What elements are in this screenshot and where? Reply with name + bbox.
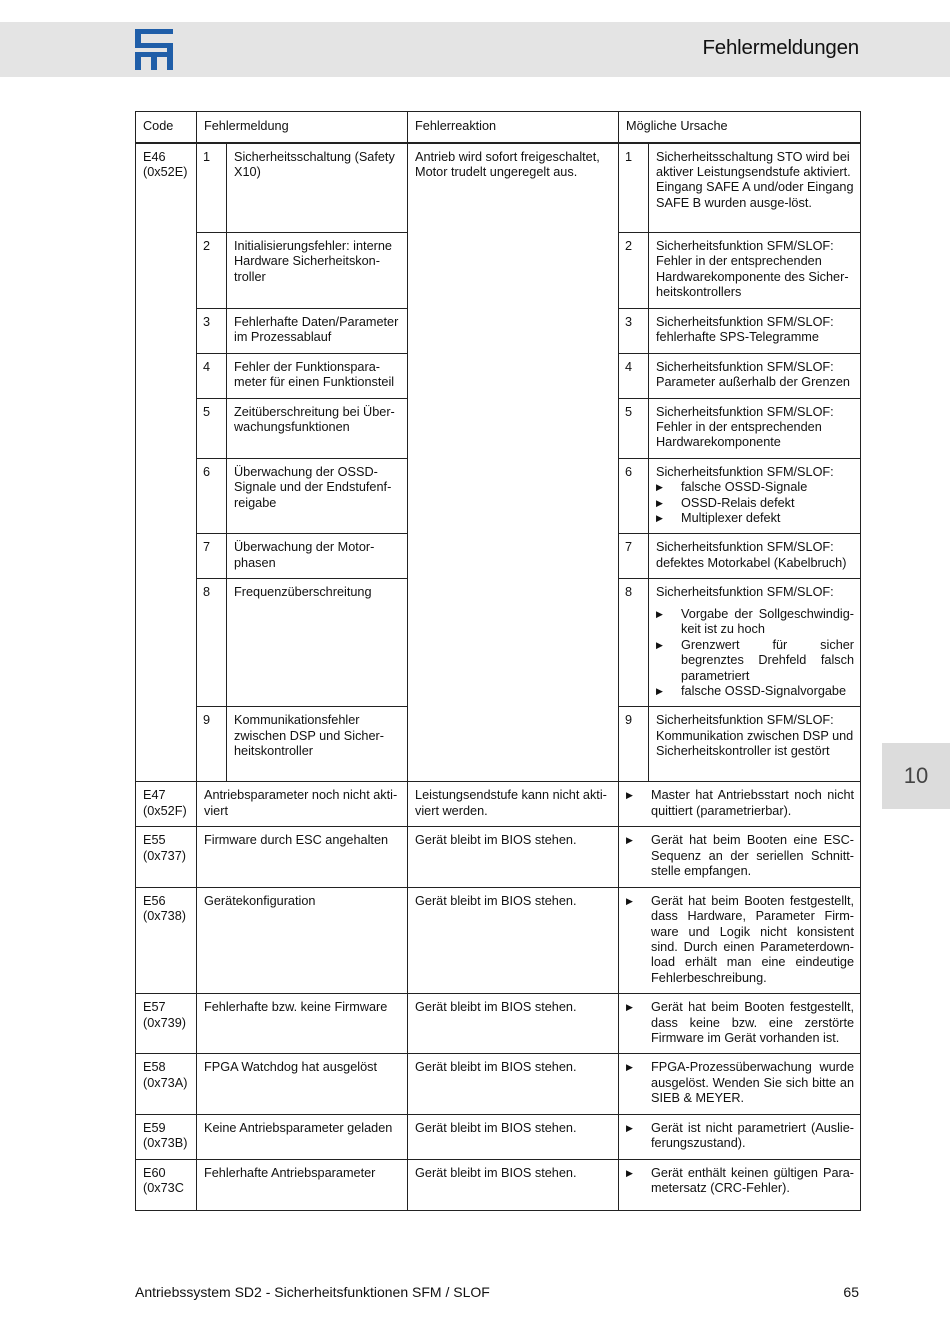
bullet-arrow-icon: ▶ [656,497,663,508]
table-row [136,994,861,1054]
error-reaction: Gerät bleibt im BIOS stehen. [408,1159,619,1210]
error-message: Frequenzüberschreitung [227,579,408,707]
cause-bullet [626,788,854,819]
bullet-arrow-icon: ▶ [626,835,633,846]
cause-number: 3 [619,308,649,353]
error-reaction: Gerät bleibt im BIOS stehen. [408,827,619,887]
error-message: Sicherheitsschaltung (Safety X10) [227,143,408,233]
bullet-text: Gerät hat beim Booten eine ESC-Sequenz an der seriellen Schnitt-stelle empfangen. [651,833,855,879]
cause-cell [619,782,861,827]
error-reaction: Leistungsendstufe kann nicht akti-viert werden. [408,782,619,827]
table-row [136,1054,861,1114]
cause-number: 2 [619,233,649,309]
cause-cell [619,1114,861,1159]
bullet-arrow-icon: ▶ [626,790,633,801]
cause-cell [619,827,861,887]
table-row [136,827,861,887]
bullet-arrow-icon: ▶ [656,639,663,650]
bullet-text: OSSD-Relais defekt [681,495,795,510]
error-code: E59 (0x73B) [136,1114,197,1159]
sub-number: 3 [197,308,227,353]
cause-bullet [656,607,854,638]
cause-cell [649,458,861,534]
cause-cell [649,579,861,707]
cause-number: 1 [619,143,649,233]
table-row [136,887,861,993]
cause-cell [619,1054,861,1114]
error-reaction: Gerät bleibt im BIOS stehen. [408,887,619,993]
bullet-arrow-icon: ▶ [656,482,663,493]
cause-bullet [656,496,854,511]
cause-bullet [626,1060,854,1106]
bullet-arrow-icon: ▶ [656,513,663,524]
error-message: Firmware durch ESC angehalten [197,827,408,887]
bullet-text: Vorgabe der Sollgeschwindig-keit ist zu hoch [681,606,855,637]
sieb-meyer-logo [135,29,173,70]
error-code: E57 (0x739) [136,994,197,1054]
error-message: Kommunikationsfehler zwischen DSP und Sicher-heitskontroller [227,707,408,782]
cause-cell [649,707,861,782]
cause-cell [649,233,861,309]
error-message: Zeitüberschreitung bei Über-wachungsfunktionen [227,398,408,458]
cause-cell [619,1159,861,1210]
error-message: Fehlerhafte Antriebsparameter [197,1159,408,1210]
footer-document-title: Antriebssystem SD2 - Sicherheitsfunktionen SFM / SLOF [135,1284,490,1300]
cause-text: Sicherheitsfunktion SFM/SLOF: Fehler in der entsprechenden Hardwarekomponente [656,404,834,450]
error-message: Überwachung der Motor-phasen [227,534,408,579]
cause-bullet [626,894,854,986]
cause-text: Sicherheitsfunktion SFM/SLOF: [656,585,834,600]
error-reaction: Antrieb wird sofort freigeschaltet, Motor trudelt ungeregelt aus. [408,143,619,782]
bullet-arrow-icon: ▶ [626,1062,633,1073]
sub-number: 5 [197,398,227,458]
sub-number: 6 [197,458,227,534]
cause-bullet [656,638,854,684]
cause-bullet [656,684,854,699]
cause-cell [649,398,861,458]
error-table [135,111,861,1211]
sub-number: 7 [197,534,227,579]
cause-number: 7 [619,534,649,579]
chapter-tab[interactable]: 10 [882,743,950,809]
bullet-arrow-icon: ▶ [656,685,663,696]
cause-cell [649,534,861,579]
cause-cell [649,143,861,233]
bullet-text: Grenzwert für sicher begrenztes Drehfeld falsch parametriert [681,637,855,683]
bullet-text: Gerät hat beim Booten festgestellt, dass keine bzw. eine zerstörte Firmware im Gerät vorhanden ist. [651,1000,855,1045]
error-message: Überwachung der OSSD-Signale und der Endstufenf-reigabe [227,458,408,534]
bullet-text: Multiplexer defekt [681,511,781,526]
cause-number: 6 [619,458,649,534]
cause-cell [619,994,861,1054]
error-code: E60 (0x73C [136,1159,197,1210]
cause-bullet [626,1121,854,1152]
error-code: E55 (0x737) [136,827,197,887]
error-message: Antriebsparameter noch nicht akti-viert [197,782,408,827]
cause-cell [649,353,861,398]
error-code: E46 (0x52E) [136,143,197,782]
table-row [136,1159,861,1210]
header-code: Code [136,112,197,143]
sub-number: 8 [197,579,227,707]
sub-number: 4 [197,353,227,398]
bullet-text: Gerät enthält keinen gültigen Para-metersatz (CRC-Fehler). [651,1165,855,1195]
cause-text: Sicherheitsfunktion SFM/SLOF: Kommunikation zwischen DSP und Sicherheitskontroller ist gestört [656,713,854,759]
cause-text: Sicherheitsfunktion SFM/SLOF: [656,464,834,479]
error-message: FPGA Watchdog hat ausgelöst [197,1054,408,1114]
cause-bullet [626,1000,854,1046]
error-message: Fehlerhafte Daten/Parameter im Prozessablauf [227,308,408,353]
cause-bullet [626,1166,854,1197]
table-row [136,782,861,827]
header-reaction: Fehlerreaktion [408,112,619,143]
bullet-text: falsche OSSD-Signalvorgabe [681,683,847,698]
cause-text: Sicherheitsfunktion SFM/SLOF: fehlerhafte SPS-Telegramme [656,314,834,345]
cause-number: 8 [619,579,649,707]
table-row [136,143,861,233]
table-row [136,1114,861,1159]
page-title: Fehlermeldungen [702,36,859,59]
cause-number: 9 [619,707,649,782]
cause-text: Sicherheitsfunktion SFM/SLOF: Parameter außerhalb der Grenzen [656,359,850,390]
table-header-row [136,112,861,143]
header-message: Fehlermeldung [197,112,408,143]
cause-number: 4 [619,353,649,398]
bullet-text: falsche OSSD-Signale [681,480,808,495]
bullet-arrow-icon: ▶ [626,1122,633,1133]
cause-cell [649,308,861,353]
bullet-text: Gerät hat beim Booten festgestellt, dass Hardware, Parameter Firm-ware und Logik nicht konsistent sind. Durch einen Parameterdown-load erhält man eine eindeutige Fehlerbeschreibung. [651,893,855,985]
cause-text: Sicherheitsfunktion SFM/SLOF: Fehler in der entsprechenden Hardwarekomponente des Sicher-heitskontrollers [656,239,849,300]
header-cause: Mögliche Ursache [619,112,861,143]
error-reaction: Gerät bleibt im BIOS stehen. [408,994,619,1054]
page-number: 65 [843,1284,859,1300]
error-message: Gerätekonfiguration [197,887,408,993]
error-message: Fehler der Funktionspara-meter für einen Funktionsteil [227,353,408,398]
cause-text: Sicherheitsschaltung STO wird bei aktiver Leistungsendstufe aktiviert. Eingang SAFE A und/oder Eingang SAFE B wurden ausge-löst. [656,149,854,210]
bullet-text: Gerät ist nicht parametriert (Auslie-ferungszustand). [651,1120,855,1150]
error-message: Initialisierungsfehler: interne Hardware Sicherheitskon-troller [227,233,408,309]
cause-bullet [656,480,854,495]
bullet-arrow-icon: ▶ [626,1167,633,1178]
cause-bullet [656,511,854,526]
error-reaction: Gerät bleibt im BIOS stehen. [408,1114,619,1159]
bullet-arrow-icon: ▶ [626,895,633,906]
error-code: E47 (0x52F) [136,782,197,827]
cause-bullet [626,833,854,879]
bullet-text: FPGA-Prozessüberwachung wurde ausgelöst. Wenden Sie sich bitte an SIEB & MEYER. [651,1060,855,1106]
sub-number: 1 [197,143,227,233]
sub-number: 9 [197,707,227,782]
bullet-arrow-icon: ▶ [626,1002,633,1013]
cause-text: Sicherheitsfunktion SFM/SLOF: defektes Motorkabel (Kabelbruch) [656,540,847,570]
sub-number: 2 [197,233,227,309]
error-reaction: Gerät bleibt im BIOS stehen. [408,1054,619,1114]
bullet-arrow-icon: ▶ [656,608,663,619]
cause-cell [619,887,861,993]
error-message: Keine Antriebsparameter geladen [197,1114,408,1159]
error-code: E56 (0x738) [136,887,197,993]
error-code: E58 (0x73A) [136,1054,197,1114]
bullet-text: Master hat Antriebsstart noch nicht quittiert (parametrierbar). [651,788,855,818]
cause-number: 5 [619,398,649,458]
error-message: Fehlerhafte bzw. keine Firmware [197,994,408,1054]
